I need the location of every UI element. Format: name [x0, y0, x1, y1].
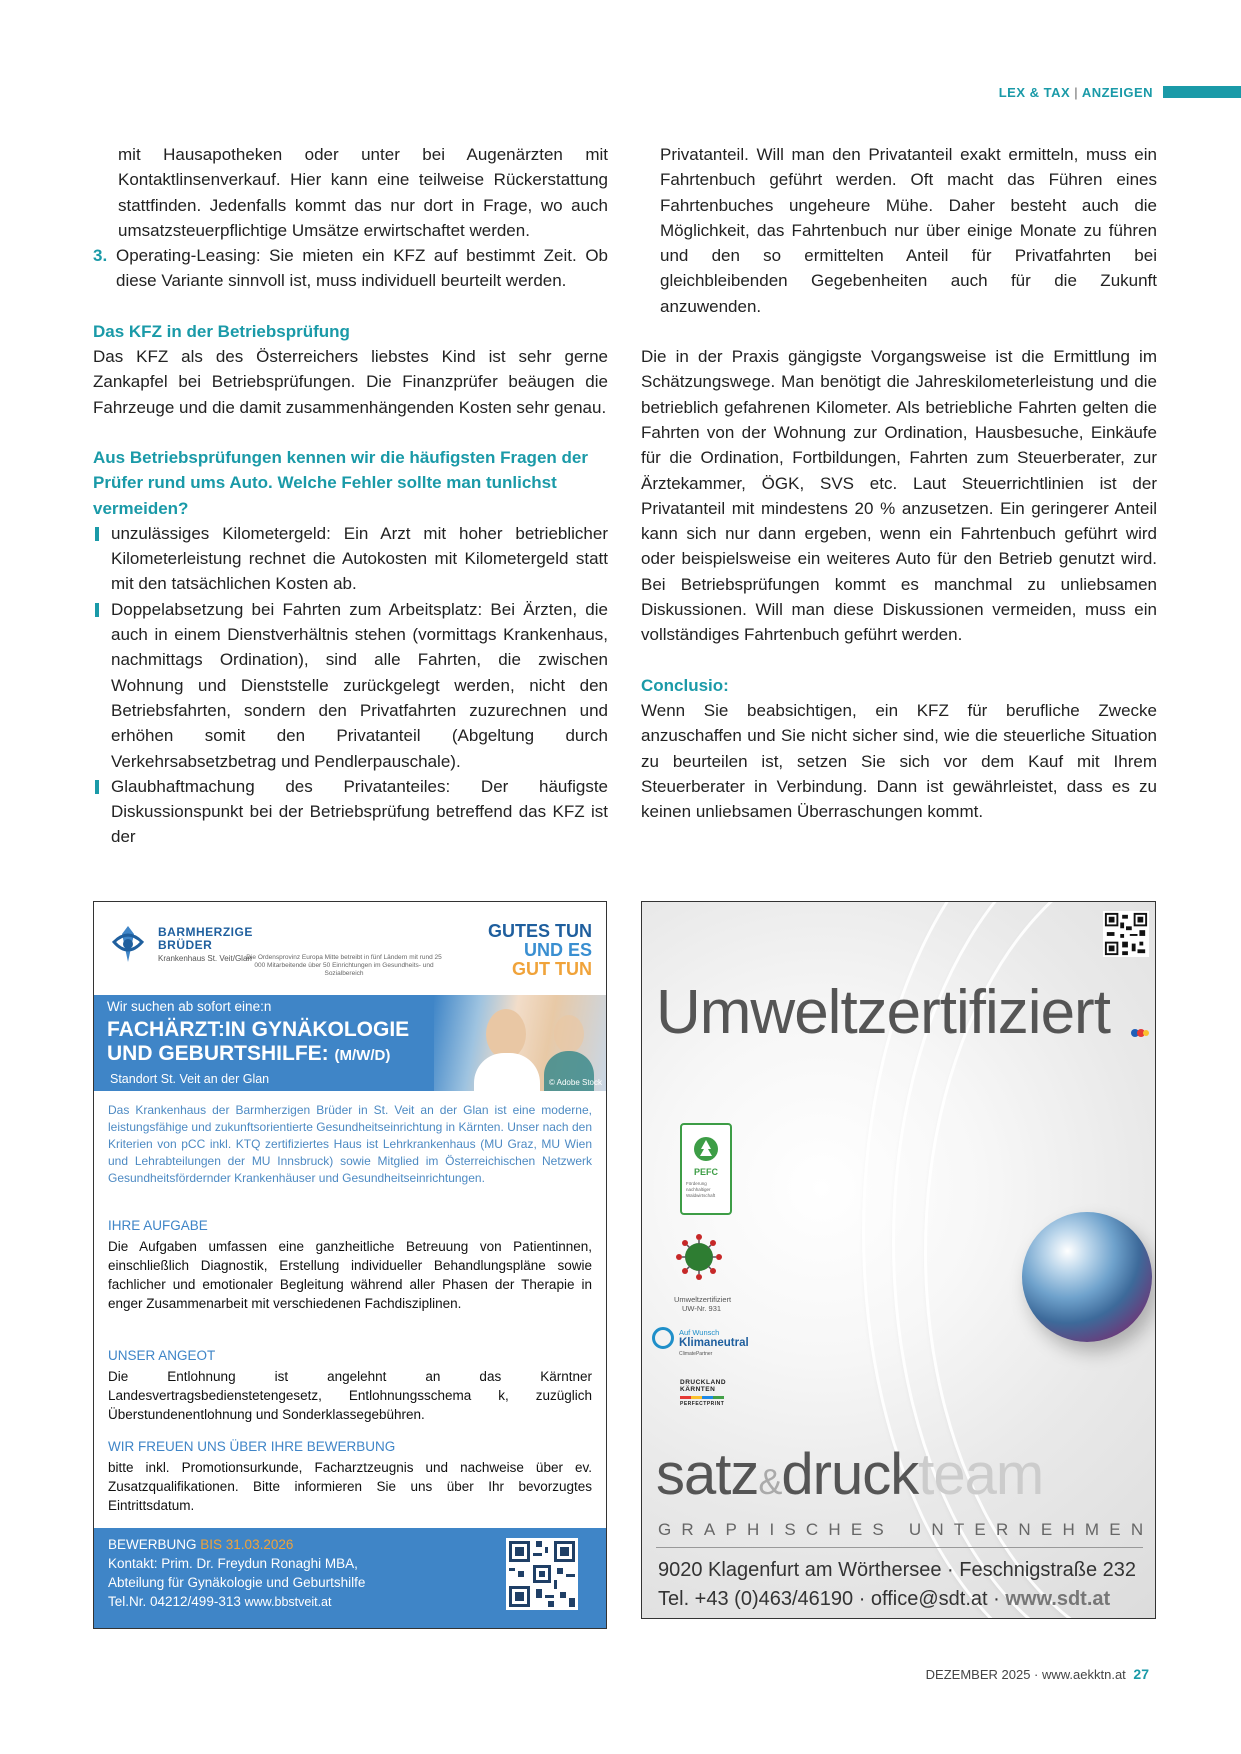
- druckland-line2: KÄRNTEN: [680, 1386, 716, 1393]
- org-name-line2: BRÜDER: [158, 938, 213, 952]
- deadline-label: BEWERBUNG: [108, 1537, 197, 1552]
- aufgabe-heading: IHRE AUFGABE: [108, 1218, 208, 1233]
- job-title-line1: FACHÄRZT:IN GYNÄKOLOGIE: [107, 1018, 410, 1041]
- brand-team: team: [918, 1442, 1044, 1507]
- section-heading-kfz: Das KFZ in der Betriebsprüfung: [93, 321, 350, 341]
- section-text-kfz: Das KFZ als des Österreichers liebstes Kind ist sehr gerne Zankapfel bei Betriebsprüfungen. Die Finanzprüfer beäugen die Fahrzeuge und die damit zusammenhängenden Kosten sehr genau.: [93, 347, 608, 417]
- klimaneutral-prefix: Auf Wunsch: [679, 1328, 720, 1337]
- person-face: [486, 1009, 526, 1059]
- staff-photo: [434, 995, 606, 1091]
- bullet-marker: [93, 521, 111, 597]
- bullet-marker: [93, 597, 111, 774]
- person-face: [554, 1015, 584, 1053]
- company-contact: [658, 1556, 1136, 1614]
- bullet-item: [93, 521, 608, 597]
- brand-satz: satz: [656, 1442, 759, 1507]
- color-dots-icon: [1130, 1028, 1150, 1038]
- bullet-marker: [93, 774, 111, 850]
- klimaneutral-label: Klimaneutral: [679, 1337, 749, 1349]
- company-phone-email: [658, 1585, 1136, 1614]
- org-description: Die Ordensprovinz Europa Mitte betreibt in fünf Ländern mit rund 25 000 Mitarbeitende über 50 Einrichtungen im Gesundheits- und Sozialbereich: [246, 954, 442, 977]
- pefc-tree-icon: [693, 1135, 719, 1163]
- slogan-line2: UND ES: [523, 940, 592, 960]
- org-name-line1: BARMHERZIGE: [158, 925, 253, 939]
- org-subtitle: Krankenhaus St. Veit/Glan: [158, 954, 252, 963]
- section-text-conclusio: Wenn Sie beabsichtigen, ein KFZ für berufliche Zwecke anzuschaffen und Sie nicht sicher sind, wie die steuerliche Situation zu beurteilen ist, setzen Sie sich vor dem Kauf mit Ihrem Steuerberater in Verbindung. Dann ist gewährleistet, dass es zu keinen unliebsamen Überraschungen kommt.: [641, 700, 1157, 822]
- issue-info: DEZEMBER 2025 · www.aekktn.at: [925, 1667, 1126, 1682]
- job-location: Standort St. Veit an der Glan: [110, 1072, 270, 1086]
- job-title: [107, 1018, 409, 1068]
- satz-druck-team-logo: [656, 1444, 1043, 1513]
- perfectprint-label: PERFECTPRINT: [680, 1401, 725, 1407]
- left-column: [93, 142, 608, 850]
- right-column: [641, 142, 1157, 824]
- job-advertisement: [93, 901, 607, 1629]
- paragraph-privatanteil: Privatanteil. Will man den Privatanteil exakt ermitteln, muss ein Fahrtenbuch geführt werden. Oft macht das Führen eines Fahrtenbuches ungeheure Mühe. Daher besteht auch die Möglichkeit, das Fahrtenbuch nur über einige Monate zu führen und den so ermittelten Anteil für Privatfahrten bei gleichbleibenden Gegebenheiten auch für die Zukunft anzuwenden.: [660, 145, 1157, 316]
- paragraph-schaetzung: Die in der Praxis gängigste Vorgangsweise ist die Ermittlung im Schätzungswege. Man benötigt die Jahreskilometerleistung und die betrieblich gefahrenen Kilometer. Als betriebliche Fahrten gelten die Fahrten von der Wohnung zur Ordination, Hausbesuche, Einkäufe für die Ordination, Fortbildungen, Fahrten zum Steuerberater, zur Ärztekammer, ÖGK, SVS etc. Laut Steuerrichtlinien ist der Privatanteil mit mindestens 20 % anzusetzen. Ein geringerer Anteil kann sich nur dann ergeben, wenn ein Fahrtenbuch geführt wird oder beispielsweise ein weiteres Auto für den Betrieb genutzt wird. Bei Betriebsprüfungen kommt es manchmal zu unliebsamen Diskussionen. Will man diese Diskussionen vermeiden, muss ein vollständiges Fahrtenbuch geführt werden.: [641, 347, 1157, 645]
- umweltzeichen-icon: [674, 1232, 724, 1282]
- contact-website[interactable]: www.bbstveit.at: [244, 1595, 332, 1609]
- bullet-text: unzulässiges Kilometergeld: Ein Arzt mit hoher betrieblicher Kilometerleistung rechnet die Autokosten mit Kilometergeld statt mit den tatsächlichen Kosten ab.: [111, 523, 608, 594]
- slogan-line1: GUTES TUN: [487, 921, 592, 941]
- list-text: Operating-Leasing: Sie mieten ein KFZ auf bestimmt Zeit. Ob diese Variante sinnvoll ist, muss individuell beurteilt werden.: [116, 246, 608, 291]
- application-deadline: [108, 1536, 293, 1555]
- list-item-3: [93, 243, 608, 294]
- section-heading-fragen: Aus Betriebsprüfungen kennen wir die häufigsten Fragen der Prüfer rund ums Auto. Welche Fehler sollte man tunlichst vermeiden?: [93, 447, 588, 518]
- angebot-text: Die Entlohnung ist angelehnt an das Kärntner Landesvertragsbedienstetengesetz, Entlohnungsschema k, zuzüglich Überstundenentlohnung und Sonderklassegebühren.: [108, 1369, 592, 1422]
- glass-globe-image: [1022, 1212, 1152, 1342]
- climatepartner-label: ClimatePartner: [679, 1351, 713, 1357]
- climatepartner-icon: [652, 1327, 674, 1349]
- job-title-line2: [107, 1042, 409, 1068]
- slogan-line3: GUT TUN: [512, 959, 592, 979]
- job-gender-suffix: (M/W/D): [334, 1047, 391, 1064]
- angebot-heading: UNSER ANGEOT: [108, 1348, 216, 1363]
- photo-credit: © Adobe Stock: [548, 1078, 602, 1087]
- qr-code-icon[interactable]: [1103, 911, 1149, 957]
- section-heading-conclusio: Conclusio:: [641, 675, 729, 695]
- hospital-intro: Das Krankenhaus der Barmherzigen Brüder in St. Veit an der Glan ist eine moderne, leistungsfähige und zukunftsorientierte Gesundheitseinrichtung in Kärnten. Unser nach den Kriterien von pCC inkl. KTQ zertifiziertes Haus ist Lehrkrankenhaus (MU Graz, MU Wien und Lehrabteilungen der MU Innsbruck) sowie Mitglied im Österreichischen Netzwerk Gesundheitsfördernder Krankenhäuser und Gesundheitseinrichtungen.: [108, 1103, 592, 1185]
- company-website[interactable]: www.sdt.at: [1005, 1588, 1111, 1610]
- bullet-item: [93, 597, 608, 774]
- umweltzeichen-title: Umweltzertifiziert: [674, 1295, 732, 1304]
- umweltzeichen-number: UW-Nr. 931: [682, 1304, 722, 1313]
- bullet-text: Glaubhaftmachung des Privatanteiles: Der häufigste Diskussionspunkt bei der Betriebsprüfung betreffend das KFZ ist der: [111, 776, 608, 847]
- barmherzige-brueder-logo: [108, 922, 148, 966]
- company-tagline: GRAPHISCHES UNTERNEHMEN: [658, 1520, 1154, 1539]
- contact-phone-web: [108, 1593, 331, 1612]
- pefc-note: Förderung nachhaltiger Waldwirtschaft: [686, 1181, 716, 1198]
- pefc-label: PEFC: [693, 1167, 718, 1177]
- list-number: 3.: [93, 246, 108, 266]
- job-title-line2-text: UND GEBURTSHILFE:: [107, 1042, 329, 1065]
- contact-phone: Tel.Nr. 04212/499-313: [108, 1594, 241, 1609]
- page-footer: [926, 1666, 1149, 1682]
- aufgabe-text: Die Aufgaben umfassen eine ganzheitliche Betreuung von Patientinnen, einschließlich Diagnostik, Erstellung individueller Behandlungspläne sowie fachlicher und emotionaler Begleitung während aller Phasen der Therapie in enger Zusammenarbeit mit verschiedenen Fachdisziplinen.: [108, 1239, 592, 1311]
- company-address: 9020 Klagenfurt am Wörthersee · Feschnigstraße 232: [658, 1559, 1137, 1581]
- bewerbung-text: bitte inkl. Promotionsurkunde, Facharztzeugnis und nachweise über ev. Zusatzqualifikationen. Bitte informieren Sie uns über Ihr bevorzugtes Eintrittsdatum.: [108, 1460, 592, 1513]
- org-name: [158, 926, 253, 952]
- header-accent-bar: [1163, 86, 1241, 98]
- bullet-text: Doppelabsetzung bei Fahrten zum Arbeitsplatz: Bei Ärzten, die auch in einem Dienstverhältnis stehen (vormittags Krankenhaus, nachmittags Ordination), sind alle Fahrten, die zwischen Wohnung und Dienststelle zurückgelegt werden, nicht den Betriebsfahrten, sondern den Privatfahrten zuzurechnen und erhöhen somit den Privatanteil (Abgeltung durch Verkehrsabsetzbetrag und Pendlerpauschale).: [111, 599, 608, 771]
- brand-druck: druck: [781, 1442, 919, 1507]
- person-coat: [474, 1053, 540, 1091]
- slogan: [488, 922, 592, 979]
- job-search-text: Wir suchen ab sofort eine:n: [107, 999, 272, 1014]
- brand-ampersand: &: [758, 1461, 782, 1502]
- pefc-certificate: [680, 1123, 732, 1215]
- contact-person: Kontakt: Prim. Dr. Freydun Ronaghi MBA,: [108, 1556, 358, 1571]
- company-phone-text: Tel. +43 (0)463/46190 · office@sdt.at ·: [658, 1588, 1000, 1610]
- page-header: [999, 85, 1241, 99]
- druckland-line1: DRUCKLAND: [680, 1379, 727, 1386]
- header-separator: |: [1074, 84, 1079, 100]
- page-number: 27: [1133, 1666, 1149, 1682]
- list-continuation: mit Hausapotheken oder unter bei Augenärzten mit Kontaktlinsenverkauf. Hier kann eine teilweise Rückerstattung stattfinden. Jedenfalls kommt das nur dort in Frage, wo auch umsatzsteuerpflichtige Umsätze erwirtschaftet werden.: [118, 145, 608, 240]
- divider: [656, 1547, 1143, 1548]
- header-category: ANZEIGEN: [1081, 84, 1153, 100]
- contact-department: Abteilung für Gynäkologie und Geburtshilfe: [108, 1575, 366, 1590]
- header-label: [999, 85, 1153, 100]
- druckland-kaernten-logo: [680, 1379, 726, 1393]
- header-section: LEX & TAX: [998, 84, 1071, 100]
- deadline-date: BIS 31.03.2026: [200, 1537, 294, 1552]
- bullet-item: [93, 774, 608, 850]
- qr-code-icon[interactable]: [506, 1538, 578, 1610]
- druckland-color-bar: [680, 1396, 724, 1399]
- print-company-advertisement: [641, 901, 1156, 1619]
- umweltzeichen-label: [674, 1295, 731, 1313]
- umweltzertifiziert-headline: Umweltzertifiziert: [656, 978, 1110, 1047]
- bewerbung-heading: WIR FREUEN UNS ÜBER IHRE BEWERBUNG: [108, 1439, 396, 1454]
